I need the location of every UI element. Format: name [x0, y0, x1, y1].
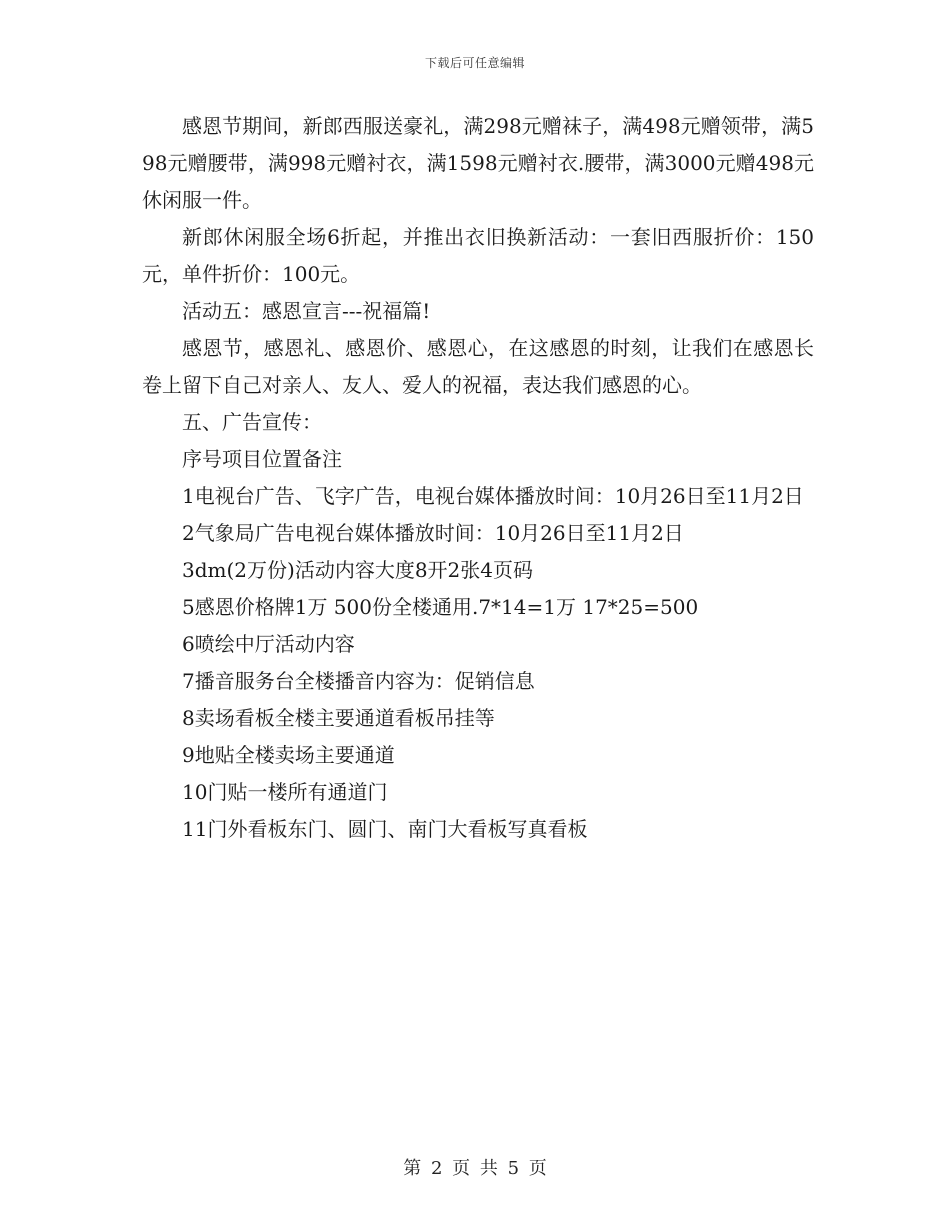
paragraph-activity-five: 活动五：感恩宣言---祝福篇!	[182, 299, 431, 323]
document-body	[142, 108, 814, 848]
ad-item-1: 1电视台广告、飞字广告，电视台媒体播放时间：10月26日至11月2日	[182, 484, 804, 508]
ad-item-8: 8卖场看板全楼主要通道看板吊挂等	[182, 706, 495, 730]
ad-item-6: 6喷绘中厅活动内容	[182, 632, 355, 656]
paragraph-promotion-suits: 感恩节期间，新郎西服送豪礼，满298元赠袜子，满498元赠领带，满598元赠腰带，满998元赠衬衣，满1598元赠衬衣.腰带，满3000元赠498元休闲服一件。	[142, 114, 814, 212]
paragraph-casual-wear: 新郎休闲服全场6折起，并推出衣旧换新活动：一套旧西服折价：150元，单件折价：100元。	[142, 225, 814, 286]
section-heading-advertising: 五、广告宣传：	[182, 410, 322, 434]
ad-item-2: 2气象局广告电视台媒体播放时间：10月26日至11月2日	[182, 521, 684, 545]
ad-item-7: 7播音服务台全楼播音内容为：促销信息	[182, 669, 535, 693]
paragraph-thanksgiving-blessing: 感恩节，感恩礼、感恩价、感恩心，在这感恩的时刻，让我们在感恩长卷上留下自己对亲人、友人、爱人的祝福，表达我们感恩的心。	[142, 336, 814, 397]
table-header-line: 序号项目位置备注	[182, 447, 342, 471]
page-header: 下载后可任意编辑	[424, 56, 525, 70]
ad-item-9: 9地贴全楼卖场主要通道	[182, 743, 395, 767]
ad-item-3: 3dm(2万份)活动内容大度8开2张4页码	[182, 558, 533, 582]
ad-item-11: 11门外看板东门、圆门、南门大看板写真看板	[182, 817, 588, 841]
page-number-footer: 第 2 页 共 5 页	[403, 1158, 547, 1179]
ad-item-5: 5感恩价格牌1万 500份全楼通用.7*14=1万 17*25=500	[182, 595, 699, 619]
ad-item-10: 10门贴一楼所有通道门	[182, 780, 388, 804]
